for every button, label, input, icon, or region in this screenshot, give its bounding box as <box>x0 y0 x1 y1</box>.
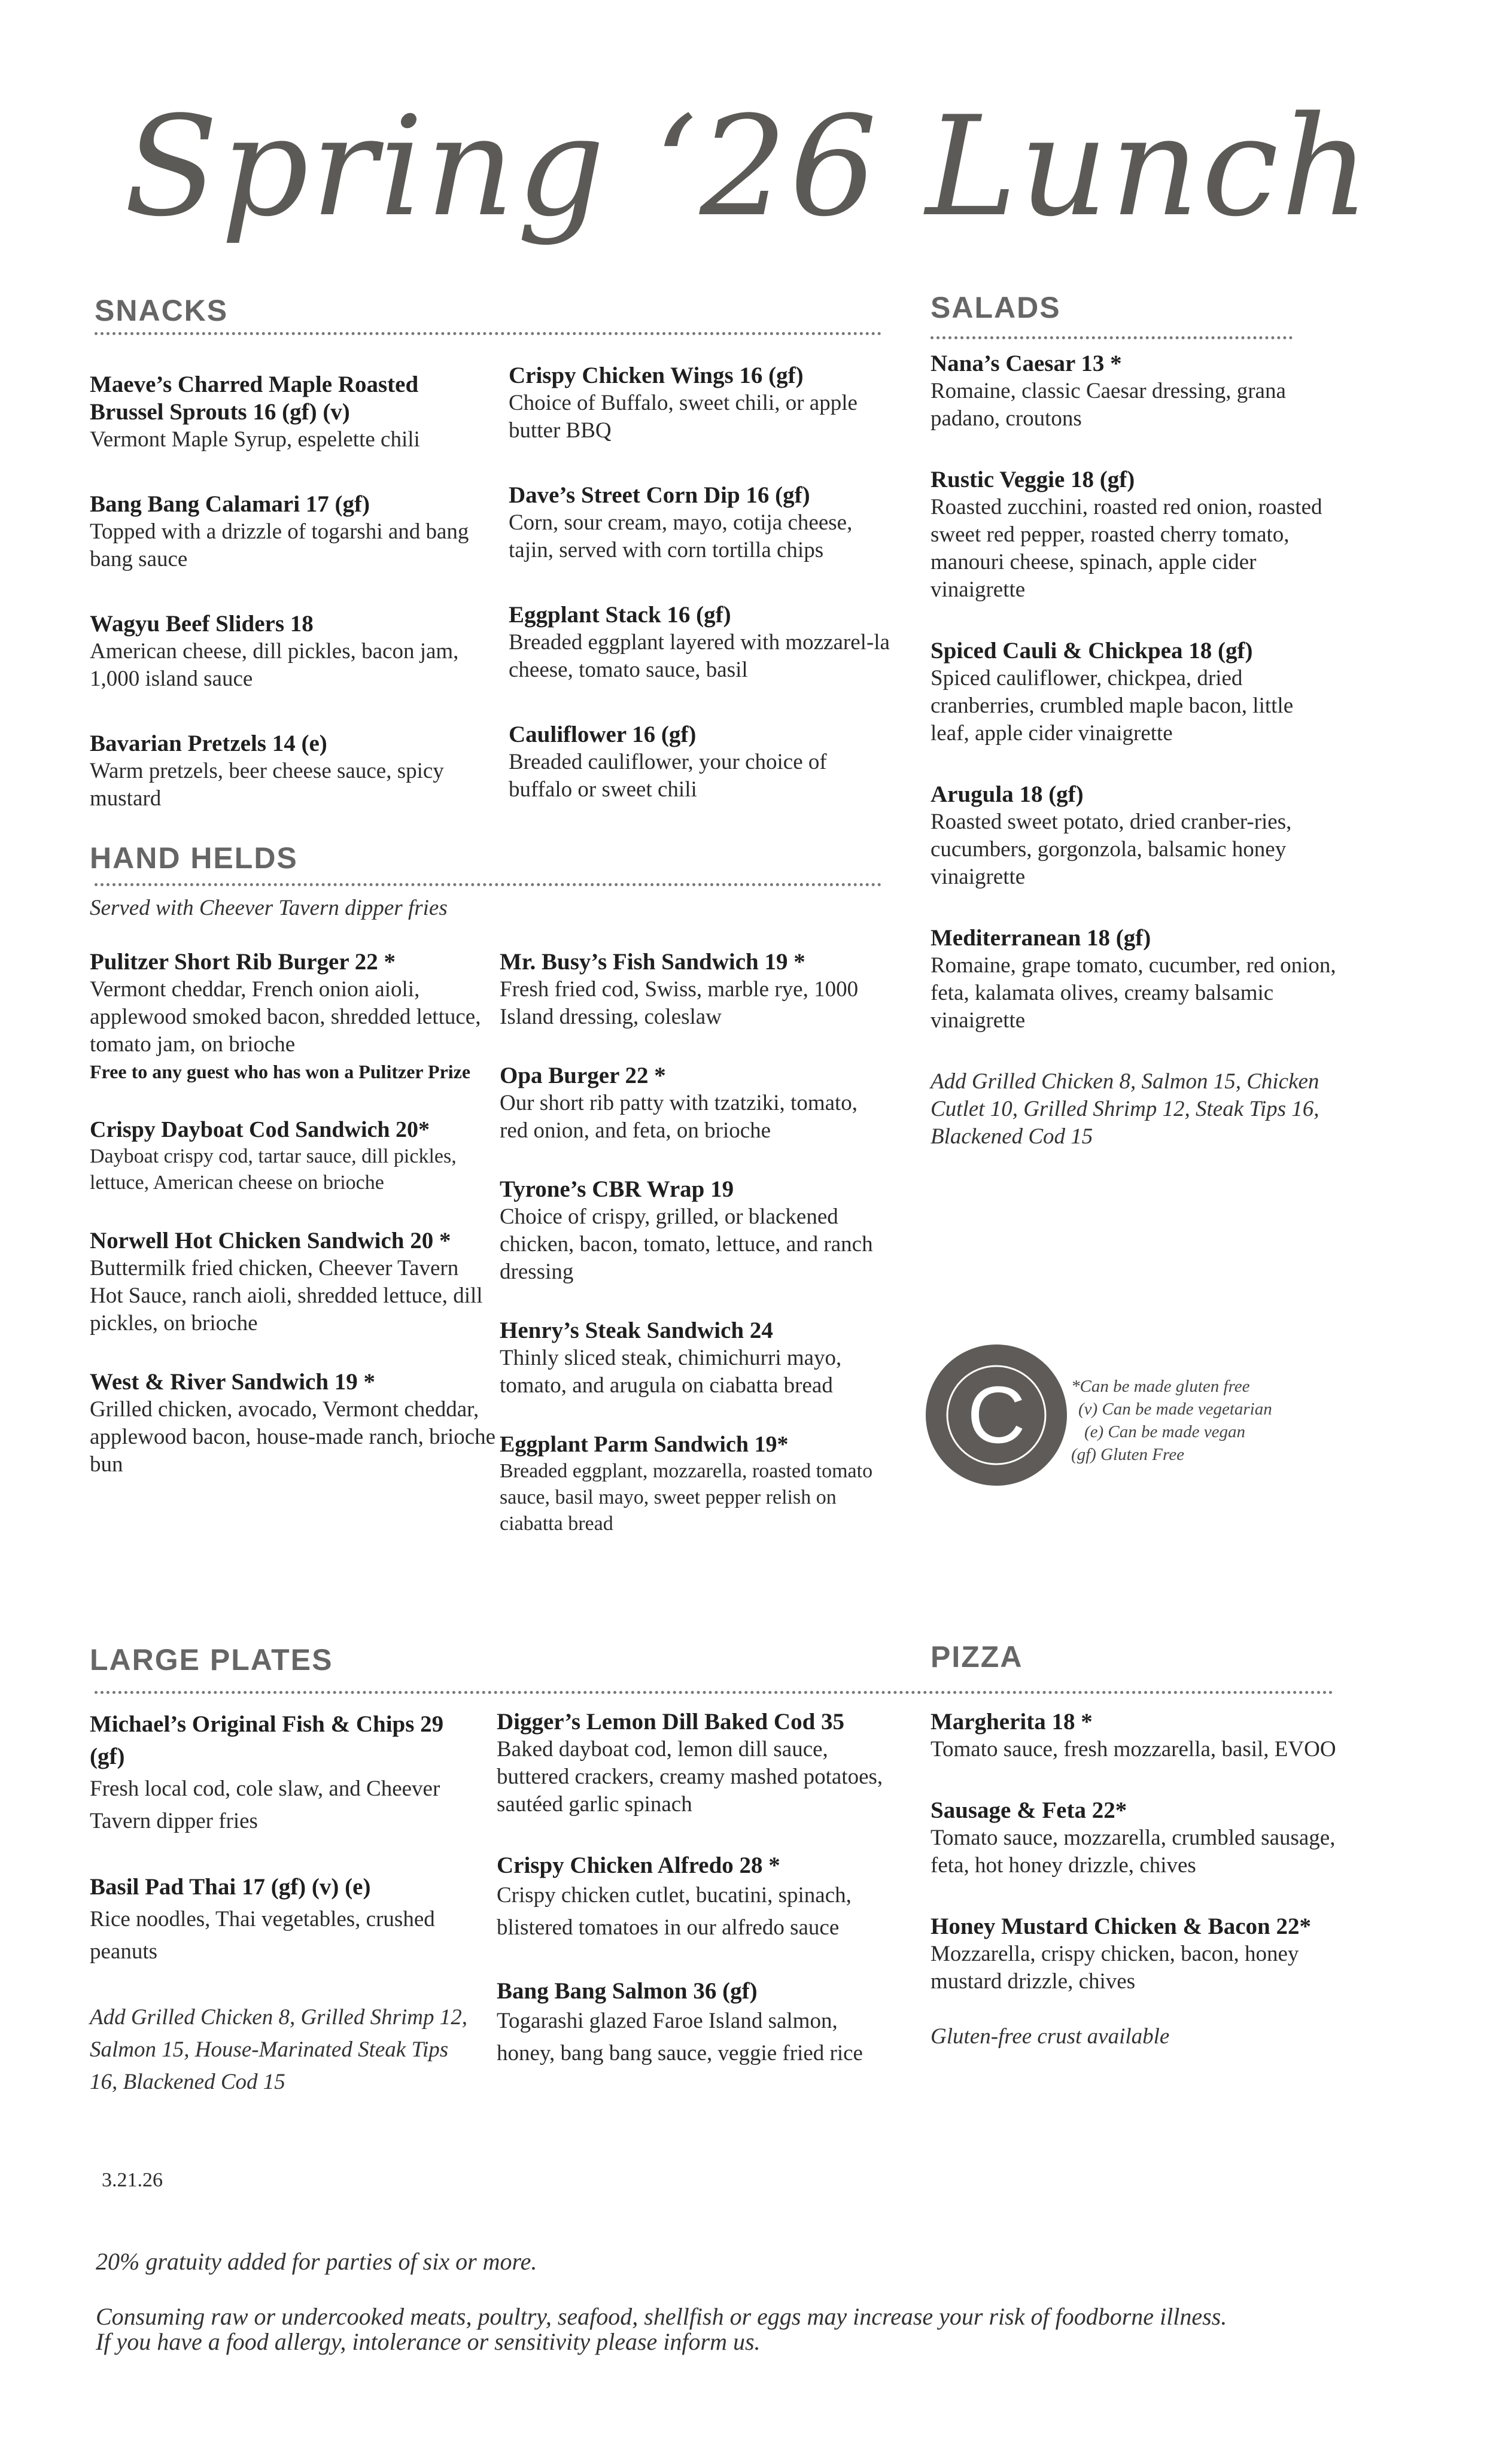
item-description: Fresh local cod, cole slaw, and Cheever Tavern dipper fries <box>90 1776 440 1833</box>
item-description: Tomato sauce, fresh mozzarella, basil, EVOO <box>931 1737 1336 1762</box>
item-description: Corn, sour cream, mayo, cotija cheese, tajin, served with corn tortilla chips <box>509 510 853 562</box>
legend-line: *Can be made gluten free <box>1071 1377 1250 1396</box>
large-plates-left-column <box>90 1708 473 2098</box>
menu-item <box>497 1852 886 1944</box>
item-name: Arugula 18 (gf) <box>931 781 1084 807</box>
item-name: Bavarian Pretzels 14 (e) <box>90 731 327 756</box>
item-description: Roasted sweet potato, dried cranber-ries, cucumbers, gorgonzola, balsamic honey vinaigrette <box>931 810 1292 889</box>
menu-item <box>90 491 473 573</box>
menu-item <box>500 1431 889 1537</box>
snacks-left-column <box>90 371 473 850</box>
dietary-legend <box>1071 1375 1272 1466</box>
item-name: Rustic Veggie 18 (gf) <box>931 467 1135 492</box>
snacks-divider <box>95 332 881 335</box>
menu-item <box>90 1368 497 1479</box>
handhelds-right-column <box>500 948 889 1568</box>
item-name: Cauliflower 16 (gf) <box>509 722 697 747</box>
item-name: Nana’s Caesar 13 * <box>931 351 1122 376</box>
menu-item <box>931 350 1337 433</box>
item-description: Topped with a drizzle of togarshi and bang bang sauce <box>90 519 469 571</box>
item-name: Henry’s Steak Sandwich 24 <box>500 1318 773 1343</box>
item-description: Buttermilk fried chicken, Cheever Tavern Hot Sauce, ranch aioli, shredded lettuce, dill pickles, on brioche <box>90 1256 483 1336</box>
item-name: Basil Pad Thai 17 (gf) (v) (e) <box>90 1874 371 1900</box>
pizza-note: Gluten-free crust available <box>931 2024 1170 2049</box>
item-name: Crispy Chicken Wings 16 (gf) <box>509 363 804 388</box>
legend-line: (e) Can be made vegan <box>1084 1422 1245 1441</box>
menu-item <box>497 1978 886 2070</box>
item-name: West & River Sandwich 19 * <box>90 1369 376 1395</box>
item-name: Eggplant Stack 16 (gf) <box>509 602 731 628</box>
menu-item <box>500 1062 889 1145</box>
item-description: Togarashi glazed Faroe Island salmon, honey, bang bang sauce, veggie fried rice <box>497 2009 863 2065</box>
menu-item <box>931 1913 1337 1995</box>
salads-column <box>931 350 1337 1151</box>
item-name: Mediterranean 18 (gf) <box>931 925 1151 951</box>
menu-item <box>90 610 473 693</box>
item-name: Maeve’s Charred Maple Roasted Brussel Sprouts 16 (gf) (v) <box>90 372 419 425</box>
item-description: American cheese, dill pickles, bacon jam, 1,000 island sauce <box>90 639 459 691</box>
menu-item <box>931 466 1337 604</box>
item-description: Warm pretzels, beer cheese sauce, spicy mustard <box>90 759 444 811</box>
handhelds-divider <box>95 883 881 886</box>
menu-item <box>931 637 1337 747</box>
item-description: Romaine, classic Caesar dressing, grana padano, croutons <box>931 379 1286 431</box>
menu-item <box>500 948 889 1031</box>
item-name: Opa Burger 22 * <box>500 1063 666 1088</box>
large-plates-heading: LARGE PLATES <box>90 1643 333 1677</box>
menu-item <box>90 948 497 1085</box>
menu-item <box>931 924 1337 1035</box>
gratuity-notice: 20% gratuity added for parties of six or more. <box>96 2248 537 2275</box>
snacks-heading: SNACKS <box>95 294 229 327</box>
item-description: Romaine, grape tomato, cucumber, red onion, feta, kalamata olives, creamy balsamic vinaigrette <box>931 953 1336 1033</box>
legend-line: (v) Can be made vegetarian <box>1078 1400 1272 1419</box>
item-name: Tyrone’s CBR Wrap 19 <box>500 1176 734 1202</box>
menu-item <box>931 1797 1337 1879</box>
item-description: Grilled chicken, avocado, Vermont cheddar, applewood bacon, house-made ranch, brioche bun <box>90 1397 496 1477</box>
item-description: Baked dayboat cod, lemon dill sauce, buttered crackers, creamy mashed potatoes, sautéed garlic spinach <box>497 1737 883 1817</box>
tavern-logo-icon <box>925 1343 1068 1487</box>
menu-item <box>509 362 892 445</box>
menu-item <box>497 1708 886 1818</box>
logo-letter: C <box>967 1370 1026 1460</box>
item-name: Margherita 18 * <box>931 1709 1093 1735</box>
menu-item <box>90 1116 497 1196</box>
handhelds-heading: HAND HELDS <box>90 841 298 875</box>
large-plates-addons: Add Grilled Chicken 8, Grilled Shrimp 12, Salmon 15, House-Marinated Steak Tips 16, Blackened Cod 15 <box>90 2005 467 2094</box>
menu-item <box>90 371 473 454</box>
large-plates-divider <box>95 1691 1333 1694</box>
item-description: Fresh fried cod, Swiss, marble rye, 1000 Island dressing, coleslaw <box>500 977 859 1029</box>
item-name: Wagyu Beef Sliders 18 <box>90 611 314 637</box>
pizza-column <box>931 1708 1337 2051</box>
menu-item <box>509 482 892 564</box>
item-name: Crispy Chicken Alfredo 28 * <box>497 1852 780 1878</box>
menu-date: 3.21.26 <box>102 2169 163 2191</box>
menu-item <box>931 781 1337 891</box>
item-description: Roasted zucchini, roasted red onion, roasted sweet red pepper, roasted cherry tomato, manouri cheese, spinach, apple cider vinaigrette <box>931 495 1322 602</box>
item-description: Mozzarella, crispy chicken, bacon, honey mustard drizzle, chives <box>931 1942 1299 1994</box>
item-description: Vermont Maple Syrup, espelette chili <box>90 427 420 452</box>
item-description: Breaded cauliflower, your choice of buffalo or sweet chili <box>509 750 827 802</box>
item-note: Free to any guest who has won a Pulitzer Prize <box>90 1061 471 1082</box>
item-name: Eggplant Parm Sandwich 19* <box>500 1432 789 1457</box>
large-plates-right-column <box>497 1708 886 2103</box>
item-description: Vermont cheddar, French onion aioli, applewood smoked bacon, shredded lettuce, tomato jam, on brioche <box>90 977 481 1057</box>
item-name: Bang Bang Calamari 17 (gf) <box>90 491 370 517</box>
allergy-notice: If you have a food allergy, intolerance or sensitivity please inform us. <box>96 2328 761 2355</box>
salads-heading: SALADS <box>931 291 1061 324</box>
item-description: Rice noodles, Thai vegetables, crushed peanuts <box>90 1907 435 1964</box>
item-description: Breaded eggplant, mozzarella, roasted tomato sauce, basil mayo, sweet pepper relish on ciabatta bread <box>500 1460 873 1535</box>
item-name: Pulitzer Short Rib Burger 22 * <box>90 949 396 975</box>
item-description: Choice of Buffalo, sweet chili, or apple butter BBQ <box>509 391 858 443</box>
item-description: Breaded eggplant layered with mozzarel-la cheese, tomato sauce, basil <box>509 630 890 682</box>
pizza-heading: PIZZA <box>931 1640 1023 1674</box>
salads-addons: Add Grilled Chicken 8, Salmon 15, Chicken Cutlet 10, Grilled Shrimp 12, Steak Tips 16, Blackened Cod 15 <box>931 1069 1319 1149</box>
menu-item <box>90 1708 473 1838</box>
menu-item <box>931 1708 1337 1763</box>
item-name: Spiced Cauli & Chickpea 18 (gf) <box>931 638 1253 664</box>
item-description: Choice of crispy, grilled, or blackened chicken, bacon, tomato, lettuce, and ranch dressing <box>500 1204 873 1284</box>
menu-item <box>509 601 892 684</box>
menu-item <box>500 1176 889 1286</box>
food-safety-warning: Consuming raw or undercooked meats, poultry, seafood, shellfish or eggs may increase your risk of foodborne illness. <box>96 2303 1227 2330</box>
item-name: Mr. Busy’s Fish Sandwich 19 * <box>500 949 805 975</box>
item-name: Dave’s Street Corn Dip 16 (gf) <box>509 482 810 508</box>
item-name: Norwell Hot Chicken Sandwich 20 * <box>90 1228 451 1254</box>
item-name: Michael’s Original Fish & Chips 29 (gf) <box>90 1711 444 1769</box>
salads-divider <box>931 336 1293 339</box>
menu-item <box>509 721 892 804</box>
item-name: Digger’s Lemon Dill Baked Cod 35 <box>497 1709 845 1735</box>
item-name: Sausage & Feta 22* <box>931 1797 1127 1823</box>
snacks-right-column <box>509 362 892 841</box>
item-name: Crispy Dayboat Cod Sandwich 20* <box>90 1117 430 1142</box>
item-description: Spiced cauliflower, chickpea, dried cranberries, crumbled maple bacon, little leaf, apple cider vinaigrette <box>931 666 1294 746</box>
item-name: Honey Mustard Chicken & Bacon 22* <box>931 1914 1311 1939</box>
menu-item <box>90 1871 473 1968</box>
item-description: Thinly sliced steak, chimichurri mayo, tomato, and arugula on ciabatta bread <box>500 1346 842 1398</box>
handhelds-subtitle: Served with Cheever Tavern dipper fries <box>90 896 448 920</box>
menu-item <box>90 730 473 813</box>
menu-item <box>90 1227 497 1337</box>
menu-title: Spring ‘26 Lunch <box>124 87 1372 247</box>
item-description: Dayboat crispy cod, tartar sauce, dill pickles, lettuce, American cheese on brioche <box>90 1145 457 1194</box>
item-description: Crispy chicken cutlet, bucatini, spinach, blistered tomatoes in our alfredo sauce <box>497 1883 852 1940</box>
handhelds-left-column <box>90 948 497 1510</box>
item-name: Bang Bang Salmon 36 (gf) <box>497 1978 758 2004</box>
menu-item <box>500 1317 889 1400</box>
legend-line: (gf) Gluten Free <box>1071 1445 1184 1464</box>
item-description: Tomato sauce, mozzarella, crumbled sausage, feta, hot honey drizzle, chives <box>931 1826 1336 1878</box>
item-description: Our short rib patty with tzatziki, tomato, red onion, and feta, on brioche <box>500 1091 858 1143</box>
